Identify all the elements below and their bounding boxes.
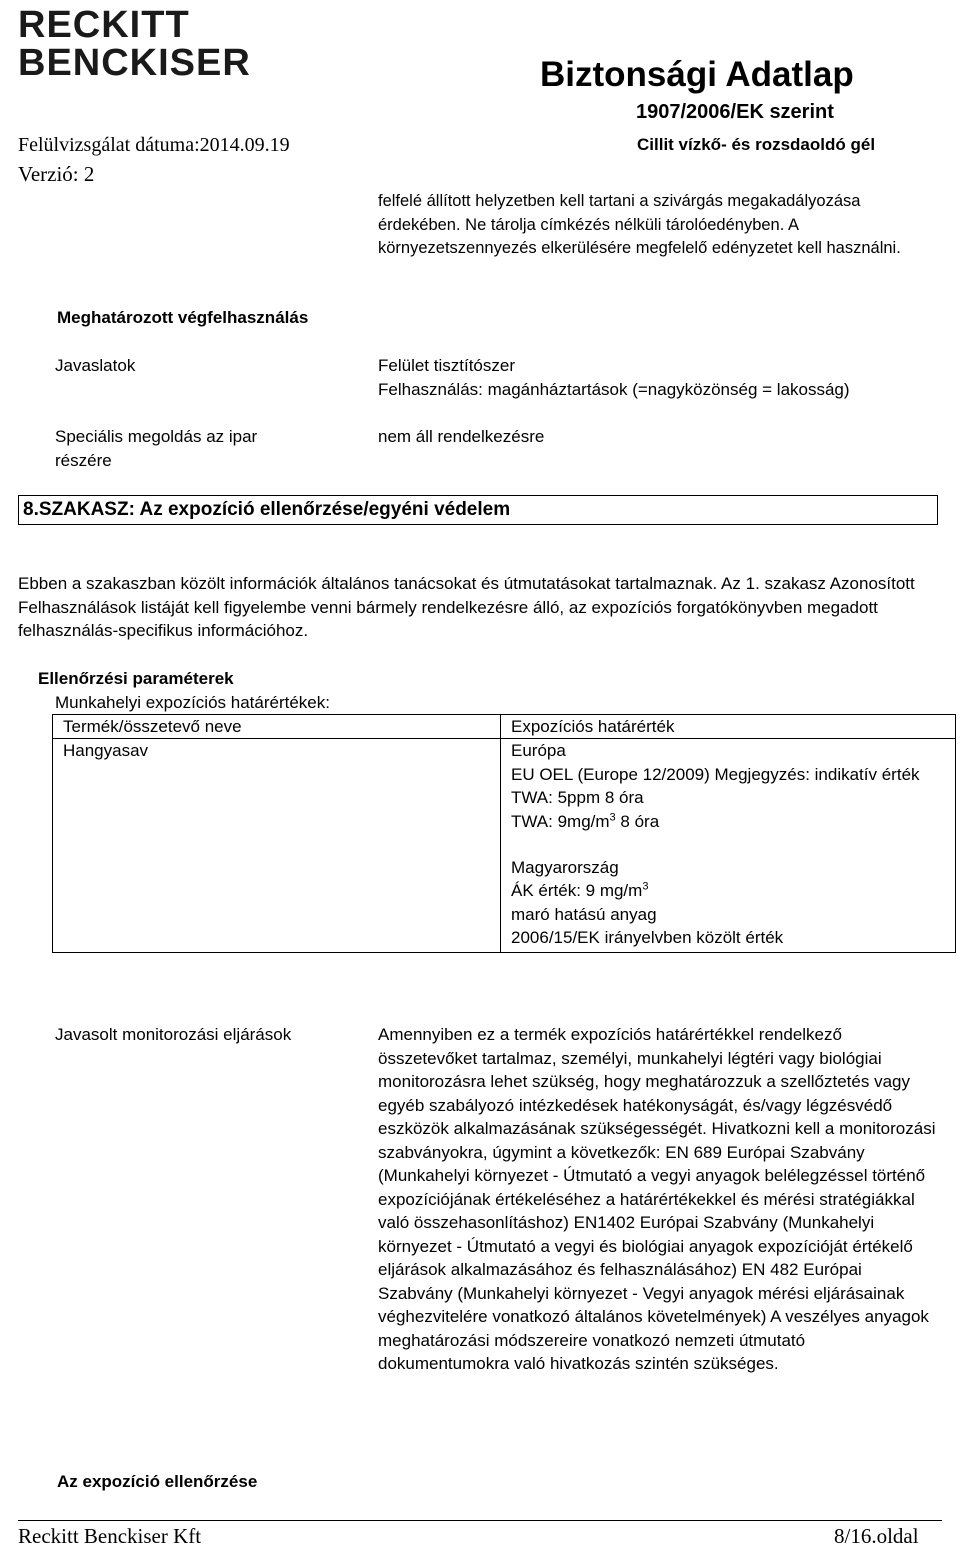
- section-8-header: [18, 495, 938, 525]
- regulation-reference: 1907/2006/EK szerint: [636, 101, 834, 123]
- version: Verzió: 2: [18, 162, 95, 186]
- footer-page-number: 8/16.oldal: [834, 1524, 919, 1548]
- substance-name: Hangyasav: [53, 739, 501, 952]
- twa-mg-prefix: TWA: 9mg/m: [511, 811, 610, 831]
- document-title: Biztonsági Adatlap: [540, 55, 854, 94]
- twa-mg-exponent: 3: [609, 810, 616, 823]
- limit-values: [501, 739, 956, 952]
- spacer: [511, 833, 945, 856]
- footer-divider: [18, 1520, 942, 1521]
- col-header-limit: Expozíciós határérték: [501, 715, 956, 739]
- twa-ppm: TWA: 5ppm 8 óra: [511, 788, 644, 808]
- footer-company: Reckitt Benckiser Kft: [18, 1524, 202, 1548]
- oel-table: [52, 714, 956, 953]
- industry-value: nem áll rendelkezésre: [378, 427, 545, 446]
- twa-mg-suffix: 8 óra: [615, 811, 660, 831]
- monitoring-label: Javasolt monitorozási eljárások: [55, 1025, 292, 1044]
- industry-label: Speciális megoldás az ipar részére: [55, 427, 258, 470]
- section-8-intro: Ebben a szakaszban közölt információk általános tanácsokat és útmutatásokat tartalmaznak. Az 1. szakasz Azonosított Felhasználások listáját kell figyelembe venni bármely rendelkezésre álló, az expozíciós forgatókönyvben megadott felhasználás-specifikus információhoz.: [18, 574, 915, 640]
- table-row: [53, 739, 956, 952]
- logo-line2: BENCKISER: [18, 42, 251, 84]
- exposure-control-heading: Az expozíció ellenőrzése: [57, 1472, 258, 1491]
- revision-date: Felülvizsgálat dátuma:2014.09.19: [18, 134, 290, 156]
- col-header-substance: Termék/összetevő neve: [53, 715, 501, 739]
- corrosive-note: maró hatású anyag: [511, 904, 657, 924]
- ak-prefix: ÁK érték: 9 mg/m: [511, 881, 643, 901]
- product-name: Cillit vízkő- és rozsdaoldó gél: [637, 135, 876, 154]
- ak-value: [511, 879, 945, 902]
- recommendations-line2: Felhasználás: magánháztartások (=nagyközönség = lakosság): [378, 379, 850, 399]
- recommendations-line1: Felület tisztítószer: [378, 356, 515, 375]
- oel-caption: Munkahelyi expozíciós határértékek:: [55, 693, 330, 712]
- logo-line1: RECKITT: [18, 4, 190, 46]
- europe-reference: EU OEL (Europe 12/2009) Megjegyzés: indikatív érték: [511, 764, 920, 784]
- control-parameters-heading: Ellenőrzési paraméterek: [38, 669, 234, 688]
- hungary-label: Magyarország: [511, 858, 619, 878]
- company-logo: [18, 6, 250, 90]
- end-use-heading: Meghatározott végfelhasználás: [57, 308, 309, 327]
- table-header-row: [53, 715, 956, 739]
- recommendations-label: Javaslatok: [55, 356, 136, 375]
- storage-continued-text: felfelé állított helyzetben kell tartani a szivárgás megakadályozása érdekében. Ne tárolja címkézés nélküli tárolóedényben. A környezetszennyezés elkerülésére megfelelő edényzetet kell használni.: [378, 192, 901, 257]
- europe-label: Európa: [511, 741, 566, 761]
- section-8-title: 8.SZAKASZ: Az expozíció ellenőrzése/egyéni védelem: [23, 499, 511, 520]
- directive-note: 2006/15/EK irányelvben közölt érték: [511, 928, 784, 948]
- twa-mg: [511, 810, 945, 833]
- recommendations-value: [378, 354, 898, 401]
- ak-exponent: 3: [642, 880, 649, 893]
- monitoring-text: Amennyiben ez a termék expozíciós határértékkel rendelkező összetevőket tartalmaz, személyi, munkahelyi légtéri vagy biológiai monitorozásra lehet szükség, hogy meghatározzuk a szellőztetés vagy egyéb szabályozó intézkedések hatékonyságát, és/vagy légzésvédő eszközök alkalmazásának szükségességét. Hivatkozni kell a monitorozási szabványokra, úgymint a következők: EN 689 Európai Szabvány (Munkahelyi környezet - Útmutató a vegyi anyagok belélegzéssel történő expozíciójának értékeléséhez a határértékekkel és mérési stratégiákkal való összehasonlításhoz) EN1402 Európai Szabvány (Munkahelyi környezet - Útmutató a vegyi és biológiai anyagok expozícióját értékelő eljárások alkalmazásához és felhasználásához) EN 482 Európai Szabvány (Munkahelyi környezet - Vegyi anyagok mérési eljárásainak véghezvitelére vonatkozó általános követelmények) A veszélyes anyagok meghatározási módszereire vonatkozó nemzeti útmutató dokumentumokra való hivatkozás szintén szükséges.: [378, 1025, 936, 1373]
